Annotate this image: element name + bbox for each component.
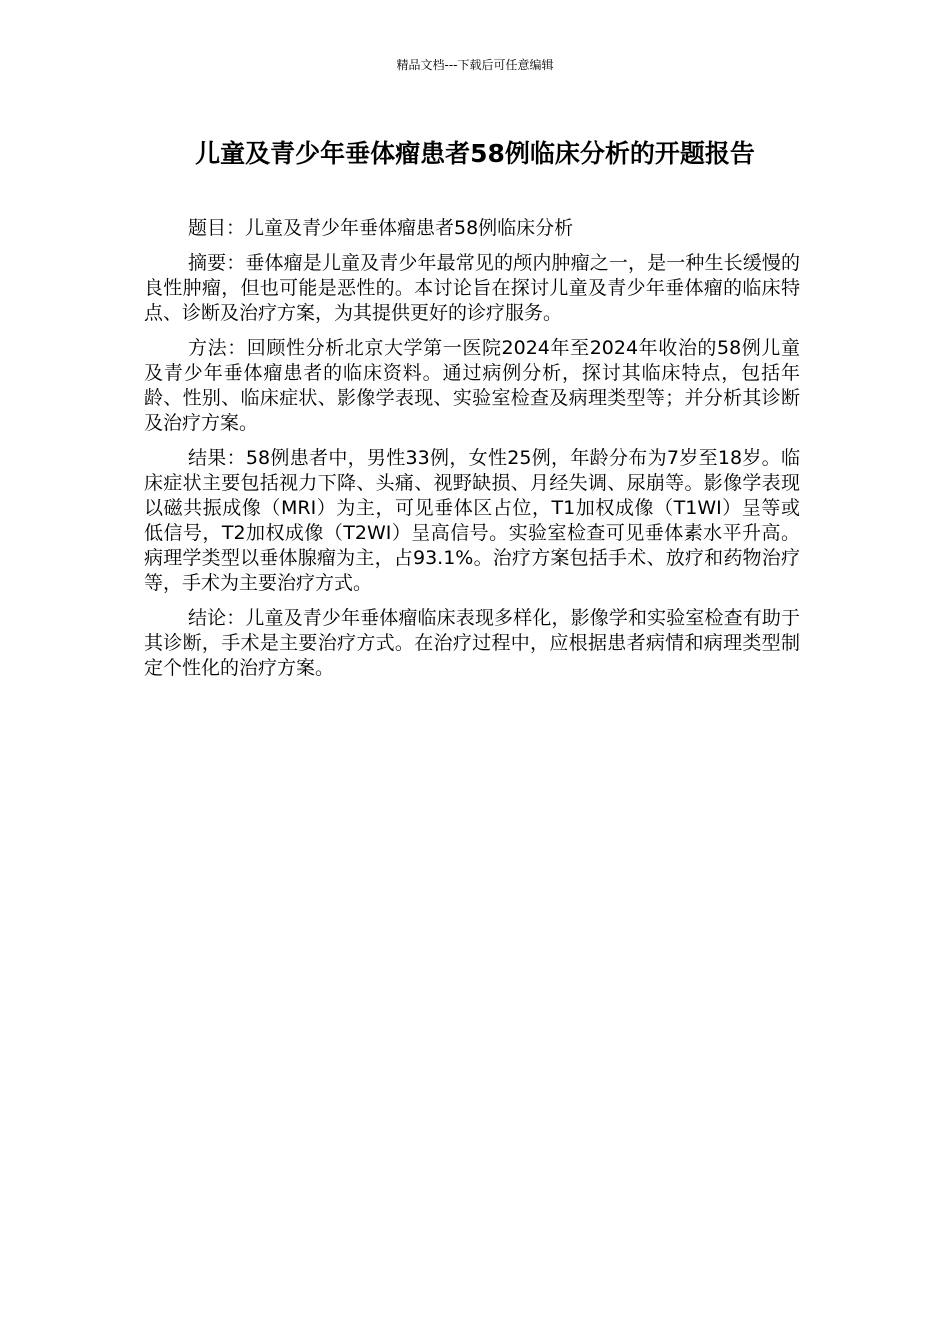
paragraph-methods: 方法：回顾性分析北京大学第一医院2024年至2024年收治的58例儿童及青少年垂体瘤患者的临床资料。通过病例分析，探讨其临床特点，包括年龄、性别、临床症状、影像学表现、实验室检查及病理类型等；并分析其诊断及治疗方案。 <box>144 337 800 434</box>
document-title: 儿童及青少年垂体瘤患者58例临床分析的开题报告 <box>195 139 755 168</box>
paragraph-conclusion: 结论：儿童及青少年垂体瘤临床表现多样化，影像学和实验室检查有助于其诊断，手术是主要治疗方式。在治疗过程中，应根据患者病情和病理类型制定个性化的治疗方案。 <box>144 607 800 679</box>
paragraph-topic: 题目：儿童及青少年垂体瘤患者58例临床分析 <box>188 217 574 239</box>
paragraph-abstract: 摘要：垂体瘤是儿童及青少年最常见的颅内肿瘤之一，是一种生长缓慢的良性肿瘤，但也可能是恶性的。本讨论旨在探讨儿童及青少年垂体瘤的临床特点、诊断及治疗方案，为其提供更好的诊疗服务。 <box>144 252 800 324</box>
document-body <box>144 216 800 691</box>
page-header: 精品文档---下载后可任意编辑 <box>396 58 554 72</box>
paragraph-results: 结果：58例患者中，男性33例，女性25例，年龄分布为7岁至18岁。临床症状主要包括视力下降、头痛、视野缺损、月经失调、尿崩等。影像学表现以磁共振成像（MRI）为主，可见垂体区占位，T1加权成像（T1WI）呈等或低信号，T2加权成像（T2WI）呈高信号。实验室检查可见垂体素水平升高。病理学类型以垂体腺瘤为主，占93.1%。治疗方案包括手术、放疗和药物治疗等，手术为主要治疗方式。 <box>144 447 800 594</box>
